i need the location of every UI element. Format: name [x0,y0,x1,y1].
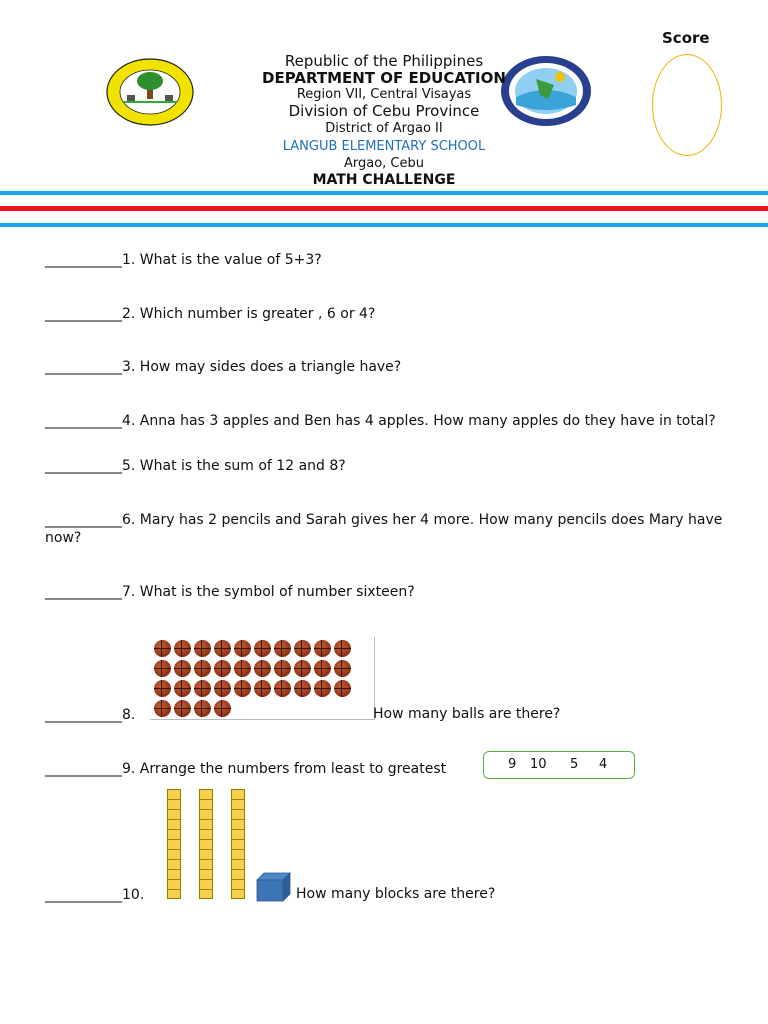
ball [174,680,191,697]
ball [194,660,211,677]
ball [194,640,211,657]
question-8-prefix: ___________8. [45,707,136,723]
tens-rod [199,789,213,899]
number-item: 5 [570,757,579,772]
tens-rod [231,789,245,899]
location-label: Argao, Cebu [343,156,424,171]
question-4: ___________4. Anna has 3 apples and Ben has 4 apples. How many apples do they have in total? [45,413,716,429]
question-8-text: How many balls are there? [373,706,561,722]
school-name: LANGUB ELEMENTARY SCHOOL [282,139,486,154]
ball [174,640,191,657]
divider-blue-top [0,191,768,195]
ball [334,680,351,697]
ball [154,680,171,697]
unit-cube [256,872,292,902]
numbers-box [483,751,635,779]
number-item: 9 [508,757,517,772]
question-6: ___________6. Mary has 2 pencils and Sarah gives her 4 more. How many pencils does Mary have now? [45,512,723,546]
region-label: Region VII, Central Visayas [296,87,472,102]
ball [174,700,191,717]
ball [194,700,211,717]
ball [314,640,331,657]
score-label: Score [662,29,710,47]
ball [294,660,311,677]
ball [274,660,291,677]
republic-label: Republic of the Philippines [284,52,484,70]
ball [174,660,191,677]
question-10-prefix: ___________10. [45,887,145,903]
department-label: DEPARTMENT OF EDUCATION [262,69,506,87]
ball [314,680,331,697]
ball [294,640,311,657]
question-7: ___________7. What is the symbol of number sixteen? [45,584,415,600]
ball [234,680,251,697]
question-5: ___________5. What is the sum of 12 and 8? [45,458,346,474]
ball [254,680,271,697]
ball [274,640,291,657]
ball [214,680,231,697]
ball [334,660,351,677]
page-title: MATH CHALLENGE [312,172,456,188]
ball [334,640,351,657]
district-label: District of Argao II [325,121,443,136]
ball [214,640,231,657]
question-1: ___________1. What is the value of 5+3? [45,252,322,268]
ball [274,680,291,697]
ball [314,660,331,677]
question-9: ___________9. Arrange the numbers from least to greatest [45,761,447,777]
question-10-text: How many blocks are there? [296,886,496,902]
ball [194,680,211,697]
balls-picture [150,637,375,720]
number-item: 10 [530,757,547,772]
question-2: ___________2. Which number is greater , 6 or 4? [45,306,376,322]
score-circle [652,54,722,156]
ball [254,660,271,677]
number-item: 4 [599,757,608,772]
ball [294,680,311,697]
divider-red [0,206,768,211]
ball [254,640,271,657]
ball [214,700,231,717]
ball [234,660,251,677]
ball [154,640,171,657]
division-label: Division of Cebu Province [288,102,480,120]
ball [234,640,251,657]
question-3: ___________3. How may sides does a triangle have? [45,359,402,375]
ball [154,700,171,717]
ball [154,660,171,677]
divider-blue-bottom [0,223,768,227]
ball [214,660,231,677]
tens-rod [167,789,181,899]
